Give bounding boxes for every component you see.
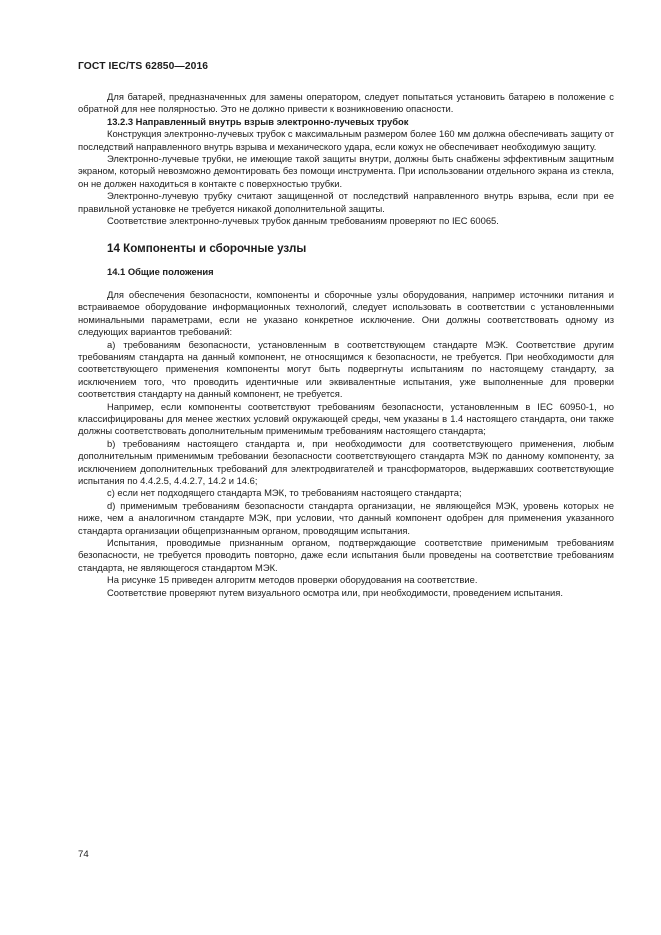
paragraph-components-intro: Для обеспечения безопасности, компоненты и сборочные узлы оборудования, например источники питания и встраиваемое оборудование информационных технологий, следует использовать в соответствии с установленными номинальными параметрами, если не указано конкретное исключение. Они должны соответствовать одному из следующих вариантов требований: [78,288,614,338]
page-number: 74 [78,849,89,860]
list-item-d: d) применимым требованиям безопасности стандарта организации, не являющейся МЭК, уровень которых не ниже, чем а аналогичном стандарте МЭК, при условии, что данный компонент одобрен для применения указанного стандарта организации общепризнанным органом, проводящим испытания. [78,499,614,536]
document-header: ГОСТ IEC/TS 62850—2016 [78,61,209,72]
subsection-14-1-heading: 14.1 Общие положения [107,266,214,278]
paragraph-figure-reference: На рисунке 15 приведен алгоритм методов проверки оборудования на соответствие. [107,574,478,586]
paragraph-example: Например, если компоненты соответствуют требованиям безопасности, установленным в IEC 60950-1, но классифицированы для менее жестких условий окружающей среды, чем указаны в 1.4 настоящего стандарта, они также должны соответствовать дополнительным применимым требованиям настоящего стандарта; [78,400,614,437]
document-body [78,91,614,599]
paragraph-crt-screen: Электронно-лучевые трубки, не имеющие такой защиты внутри, должны быть снабжены эффективным защитным экраном, который невозможно демонтировать без помощи инструмента. При использовании отдельного экрана из стекла, он не должен находиться в контакте с поверхностью трубки. [78,153,614,189]
list-item-b: b) требованиям настоящего стандарта и, при необходимости для соответствующего применения, любым дополнительным применимым требовании безопасности соответствующего стандарта МЭК по данному компоненту, за исключением дополнительных требований для электродвигателей и трансформаторов, выдержавших соответствующие испытания по 4.4.2.5, 4.4.2.7, 14.2 и 14.6; [78,437,614,486]
list-item-a: a) требованиям безопасности, установленным в соответствующем стандарте МЭК. Соответствие другим требованиям стандарта на данный компонент, не относящимся к безопасности, не требуется. При необходимости для соответствующего применения компоненты могут быть подвергнуты испытаниям по настоящему стандарту, за исключением того, что проводить идентичные или эквивалентные испытания, уже выполненные для проверки соответствия стандарту на данный компонент, не требуется. [78,338,614,400]
paragraph-crt-construction: Конструкция электронно-лучевых трубок с максимальным размером более 160 мм должна обеспечивать защиту от последствий направленного внутрь взрыва и механического удара, если кожух не обеспечивает необходимую защиту. [78,128,614,152]
subsection-13-2-3-heading: 13.2.3 Направленный внутрь взрыв электронно-лучевых трубок [107,115,409,127]
paragraph-battery: Для батарей, предназначенных для замены оператором, следует попытаться установить батарею в положение с обратной для нее полярностью. Это не должно привести к возникновению опасности. [78,91,614,115]
paragraph-compliance-check: Соответствие проверяют путем визуального осмотра или, при необходимости, проведением испытания. [107,586,563,598]
paragraph-crt-protected: Электронно-лучевую трубку считают защищенной от последствий направленного внутрь взрыва, если при ее правильной установке не требуется никакой дополнительной защиты. [78,190,614,214]
section-14-heading: 14 Компоненты и сборочные узлы [107,242,307,256]
list-item-c: c) если нет подходящего стандарта МЭК, то требованиям настоящего стандарта; [107,487,462,499]
paragraph-tests: Испытания, проводимые признанным органом, подтверждающие соответствие применимым требованиям безопасности, не требуется проводить повторно, даже если испытания были проведены на соответствие требованиям стандарта, не являющегося стандартом МЭК. [78,537,614,573]
paragraph-crt-compliance: Соответствие электронно-лучевых трубок данным требованиям проверяют по IEC 60065. [107,215,499,227]
